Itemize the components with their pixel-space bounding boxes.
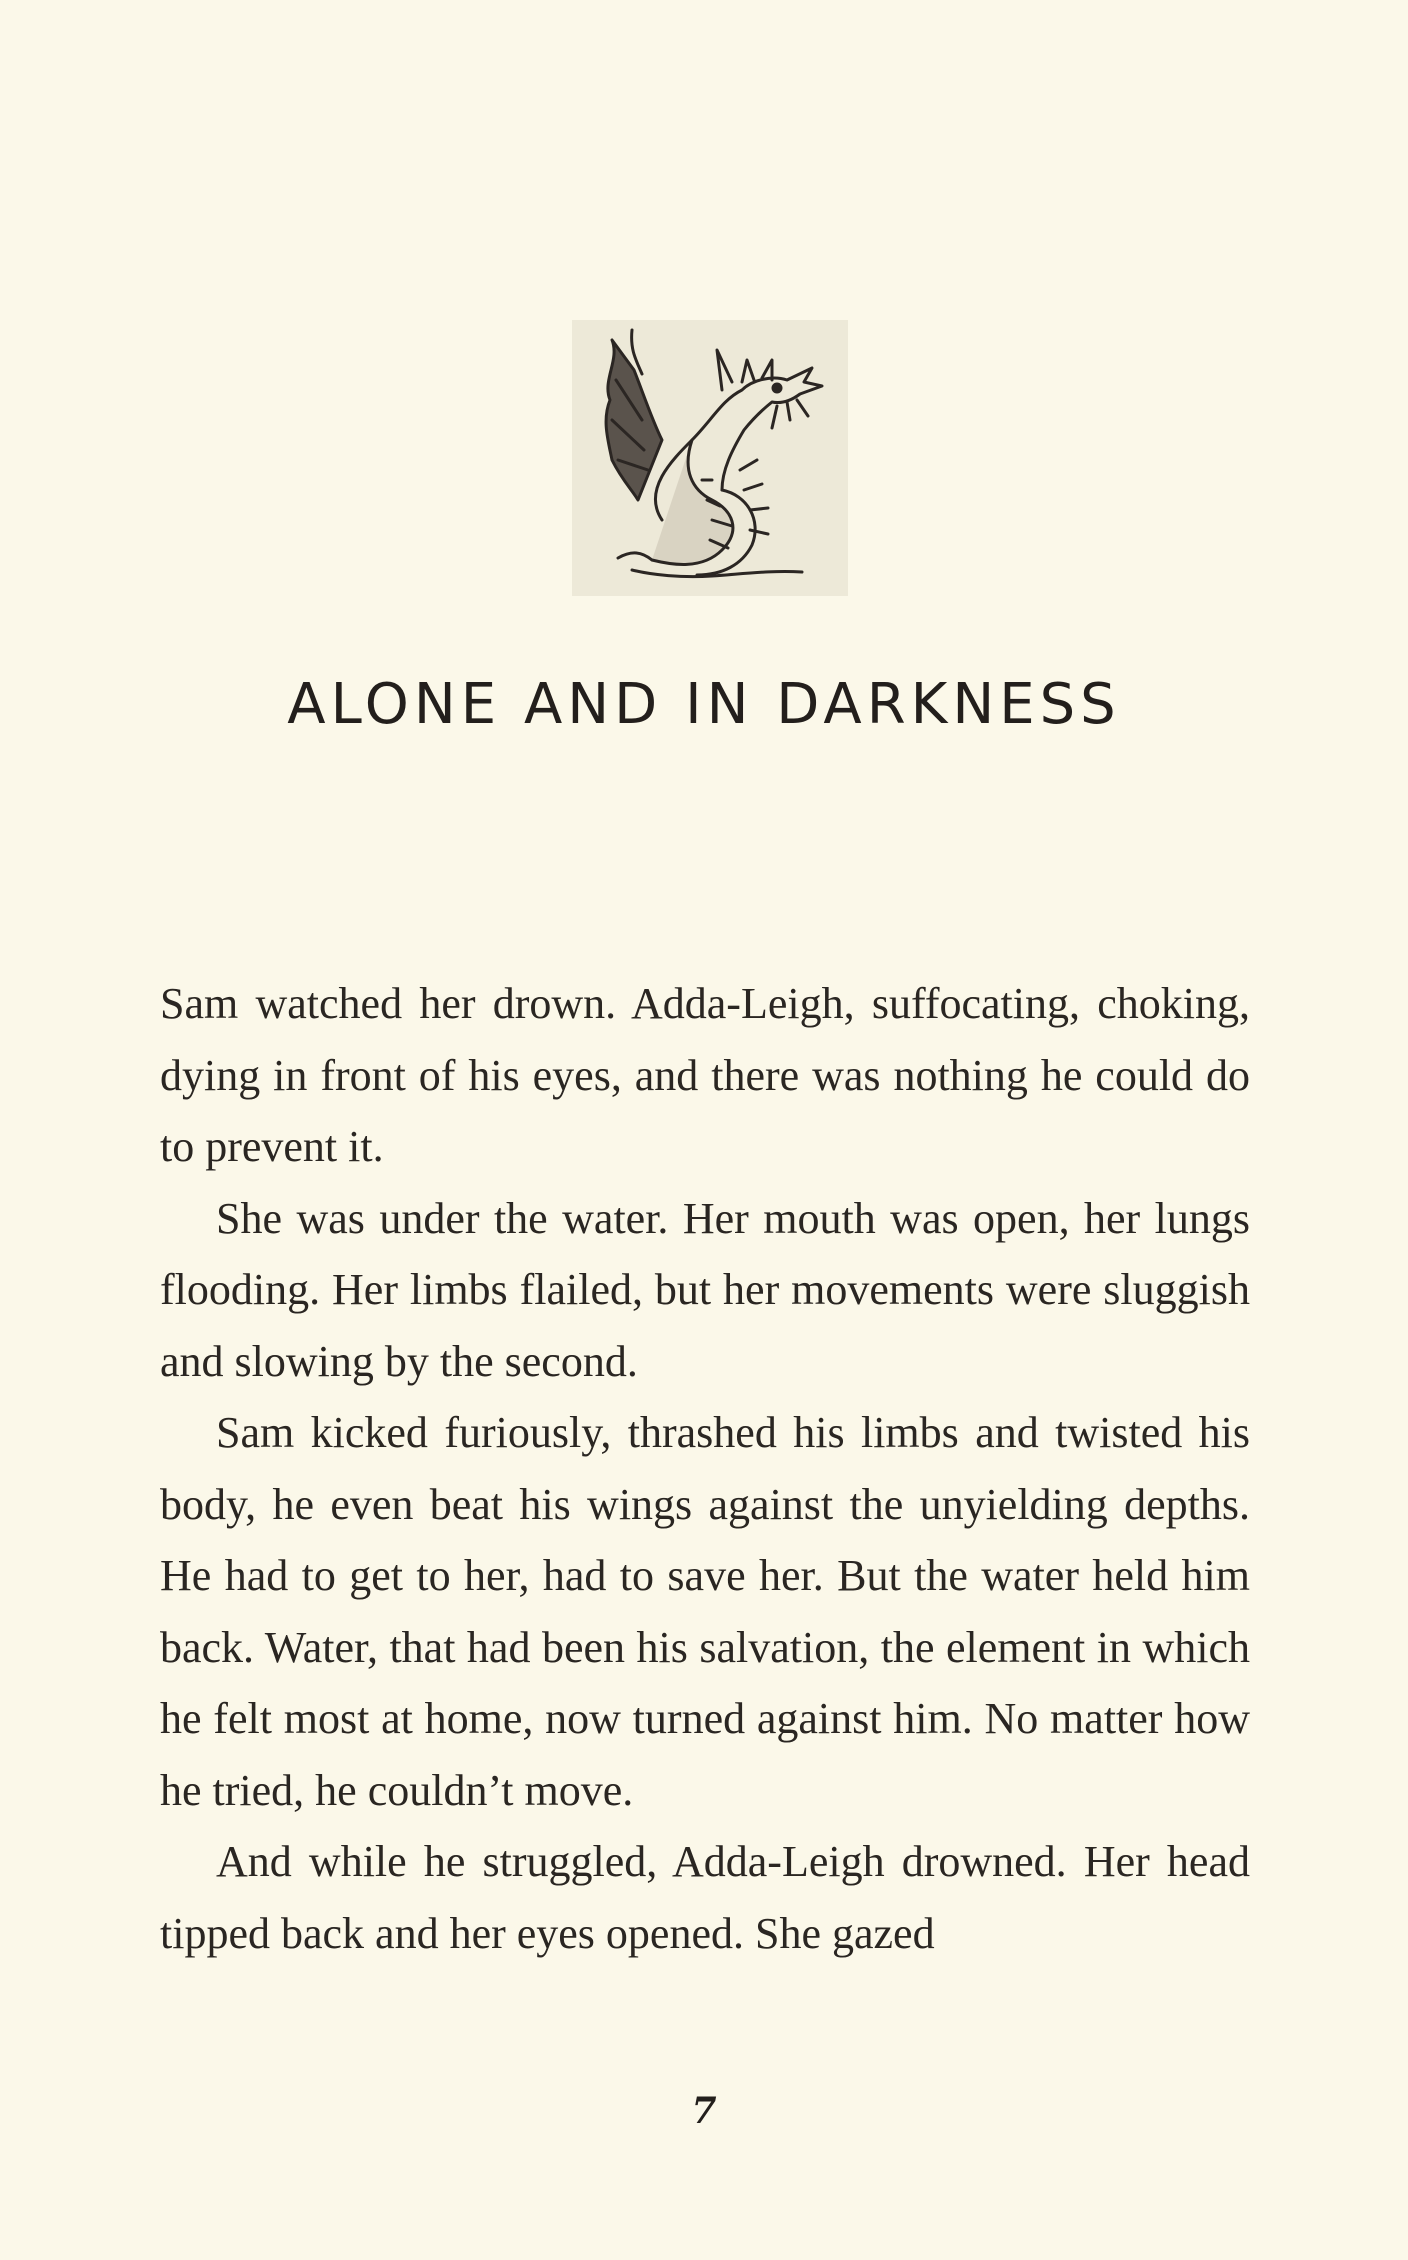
paragraph: And while he struggled, Adda-Leigh drowned. Her head tipped back and her eyes opened. She gazed	[160, 1837, 1250, 1958]
dragon-illustration	[572, 320, 848, 596]
chapter-title: ALONE AND IN DARKNESS	[287, 672, 1121, 737]
paragraph: She was under the water. Her mouth was open, her lungs flooding. Her limbs flailed, but her movements were sluggish and slowing by the second.	[160, 1193, 1250, 1386]
paragraph: Sam kicked furiously, thrashed his limbs and twisted his body, he even beat his wings against the unyielding depths. He had to get to her, had to save her. But the water held him back. Water, that had been his salvation, the element in which he felt most at home, now turned against him. No matter how he tried, he couldn’t move.	[160, 1408, 1250, 1815]
dragon-icon	[572, 320, 848, 596]
page-number: 7	[691, 2090, 717, 2132]
paragraph: Sam watched her drown. Adda-Leigh, suffocating, choking, dying in front of his eyes, and there was nothing he could do to prevent it.	[160, 979, 1250, 1171]
body-text	[160, 968, 1250, 1969]
